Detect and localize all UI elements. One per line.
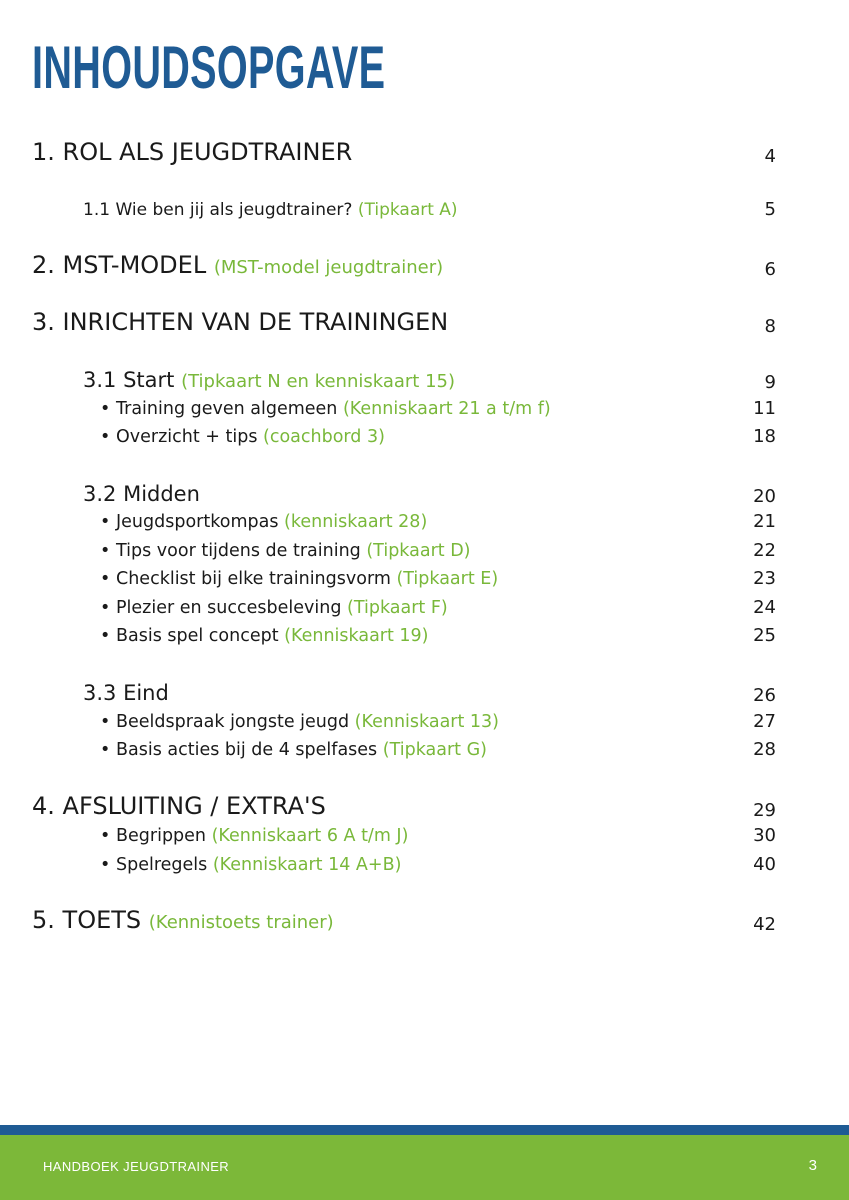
toc-page-number: 6: [764, 259, 776, 280]
toc-label: • Spelregels (Kenniskaart 14 A+B): [100, 855, 402, 875]
toc-page-number: 21: [753, 511, 776, 532]
footer: [0, 1135, 849, 1200]
toc-label: 3. INRICHTEN VAN DE TRAININGEN: [32, 308, 449, 336]
footer-stripe: [0, 1125, 849, 1135]
footer-title: HANDBOEK JEUGDTRAINER: [43, 1159, 230, 1174]
toc-label: • Checklist bij elke trainingsvorm (Tipkaart E): [100, 569, 499, 589]
toc-label: • Begrippen (Kenniskaart 6 A t/m J): [100, 826, 409, 846]
toc-page-number: 11: [753, 398, 776, 419]
toc-label: • Tips voor tijdens de training (Tipkaart D): [100, 541, 471, 561]
toc-page-number: 18: [753, 426, 776, 447]
toc-page-number: 29: [753, 800, 776, 821]
toc-label: • Training geven algemeen (Kenniskaart 21 a t/m f): [100, 399, 551, 419]
toc-page-number: 24: [753, 597, 776, 618]
toc-page-number: 25: [753, 625, 776, 646]
toc-label: 3.3 Eind: [83, 681, 169, 705]
toc-page-number: 23: [753, 568, 776, 589]
toc-label: 4. AFSLUITING / EXTRA'S: [32, 792, 326, 820]
toc-page-number: 4: [764, 146, 776, 167]
toc-label: 5. TOETS (Kennistoets trainer): [32, 906, 334, 934]
toc-page-number: 28: [753, 739, 776, 760]
toc-page-number: 40: [753, 854, 776, 875]
page-title: INHOUDSOPGAVE: [32, 34, 386, 101]
toc-label: • Overzicht + tips (coachbord 3): [100, 427, 385, 447]
toc-label: 1.1 Wie ben jij als jeugdtrainer? (Tipkaart A): [83, 200, 458, 220]
toc-label: 3.2 Midden: [83, 482, 200, 506]
footer-page-number: 3: [808, 1157, 817, 1174]
toc-label: • Beeldspraak jongste jeugd (Kenniskaart 13): [100, 712, 500, 732]
toc-label: 3.1 Start (Tipkaart N en kenniskaart 15): [83, 368, 456, 392]
toc-page-number: 8: [764, 316, 776, 337]
toc-page-number: 9: [764, 372, 776, 393]
toc-page-number: 42: [753, 914, 776, 935]
toc-page-number: 26: [753, 685, 776, 706]
toc-label: 2. MST-MODEL (MST-model jeugdtrainer): [32, 251, 444, 279]
toc-page-number: 30: [753, 825, 776, 846]
toc-label: 1. ROL ALS JEUGDTRAINER: [32, 138, 353, 166]
toc-page-number: 22: [753, 540, 776, 561]
toc-label: • Basis acties bij de 4 spelfases (Tipkaart G): [100, 740, 487, 760]
toc-label: • Jeugdsportkompas (kenniskaart 28): [100, 512, 428, 532]
toc-label: • Plezier en succesbeleving (Tipkaart F): [100, 598, 448, 618]
toc-page-number: 27: [753, 711, 776, 732]
toc-page-number: 20: [753, 486, 776, 507]
toc-page-number: 5: [764, 199, 776, 220]
toc-label: • Basis spel concept (Kenniskaart 19): [100, 626, 429, 646]
